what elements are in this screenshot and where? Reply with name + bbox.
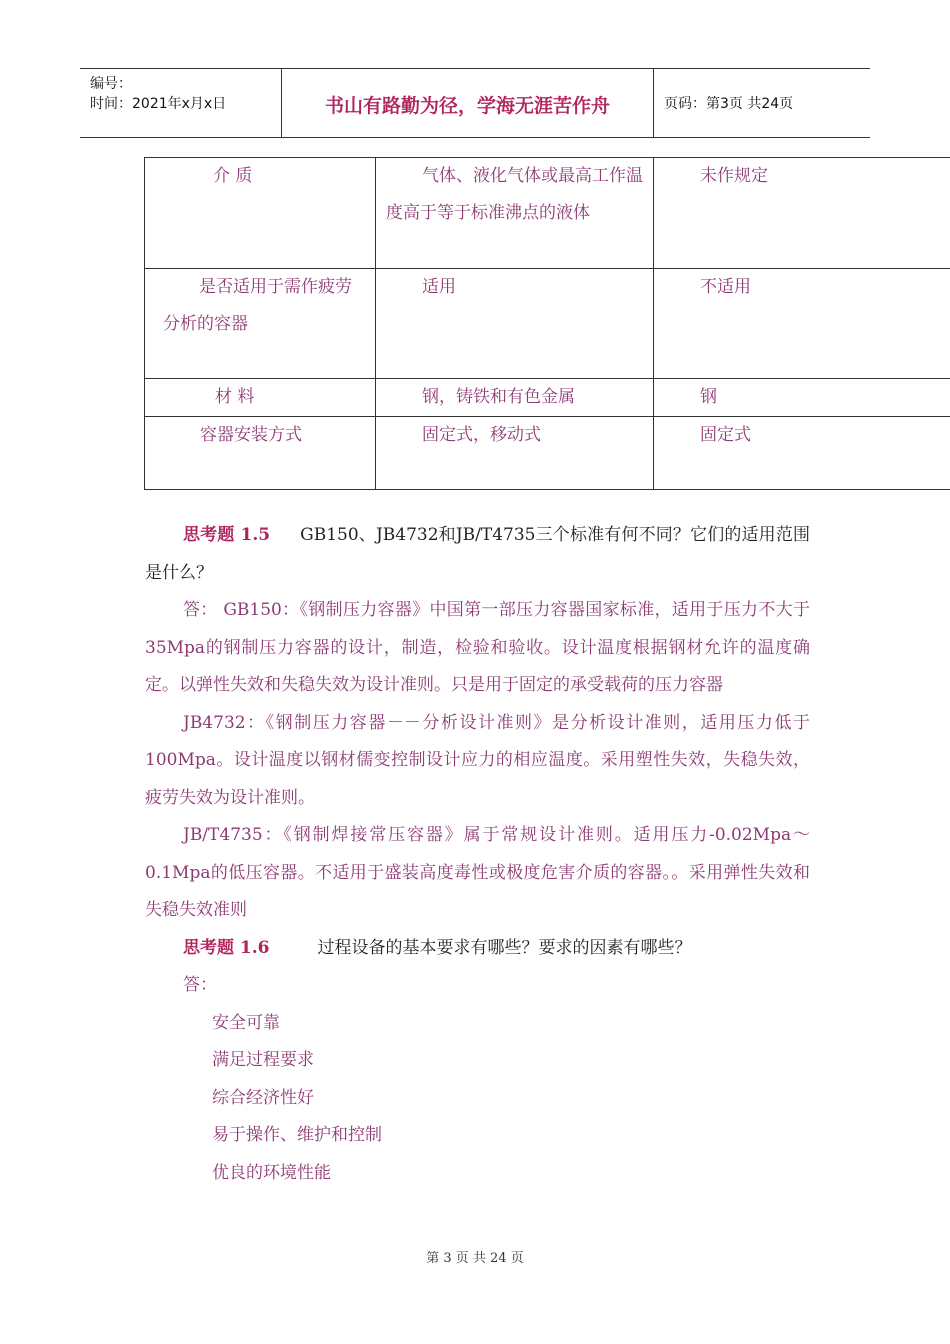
cell-text: 介 质 [213, 166, 253, 186]
table-cell [376, 269, 654, 379]
table-cell [376, 417, 654, 490]
document-body [145, 517, 810, 1192]
question-text: GB150、JB4732和JB/T4735三个标准有何不同？它们的适用范围是什么？ [145, 525, 810, 583]
answer-jbt4735: JB/T4735：《钢制焊接常压容器》属于常规设计准则。适用压力-0.02Mpa～0.1Mpa的低压容器。不适用于盛装高度毒性或极度危害介质的容器。。采用弹性失效和失稳失效准则 [145, 825, 810, 920]
cell-text: 容器安装方式 [200, 425, 302, 445]
page-info: 页码：第3页 共24页 [664, 96, 794, 112]
table-row [145, 158, 950, 269]
table-row [145, 269, 950, 379]
list-item: 优良的环境性能 [212, 1162, 331, 1183]
table-cell-label [145, 269, 376, 379]
answer-label: 答： [183, 975, 217, 995]
question-label: 思考题 1.5 [183, 525, 271, 545]
cell-text: 钢，铸铁和有色金属 [422, 387, 575, 407]
question-label: 思考题 1.6 [183, 937, 270, 958]
cell-text: 是否适用于需作疲劳分析的容器 [163, 277, 352, 334]
page-footer: 第 3 页 共 24 页 [426, 1251, 524, 1266]
list-item: 满足过程要求 [212, 1050, 314, 1070]
question-1-6 [145, 930, 810, 968]
cell-text: 固定式，移动式 [422, 425, 541, 445]
cell-text: 固定式 [700, 425, 751, 445]
header-motto-cell [282, 69, 654, 137]
motto: 书山有路勤为径，学海无涯苦作舟 [324, 95, 610, 117]
cell-text: 材 料 [215, 387, 255, 407]
cell-text: 钢 [700, 387, 717, 407]
table-cell-label [145, 379, 376, 417]
comparison-table [144, 157, 950, 490]
table-cell [654, 379, 950, 417]
table-cell [376, 379, 654, 417]
list-item: 易于操作、维护和控制 [212, 1125, 382, 1145]
table-cell [376, 158, 654, 269]
cell-text: 气体、液化气体或最高工作温度高于等于标准沸点的液体 [386, 166, 643, 223]
table-row [145, 379, 950, 417]
table-cell-label [145, 417, 376, 490]
number-label: 编号： [90, 76, 132, 92]
list-item: 综合经济性好 [212, 1087, 314, 1108]
table-cell [654, 158, 950, 269]
header-page-cell [654, 69, 870, 137]
table-cell [654, 269, 950, 379]
list-item: 安全可靠 [212, 1012, 280, 1033]
question-text: 过程设备的基本要求有哪些？要求的因素有哪些？ [317, 937, 692, 958]
table-cell [654, 417, 950, 490]
question-1-5 [145, 517, 810, 592]
cell-text: 不适用 [700, 277, 751, 297]
header-meta-cell [80, 69, 282, 137]
cell-text: 适用 [422, 277, 456, 297]
cell-text: 未作规定 [700, 166, 768, 186]
page-header [80, 68, 870, 138]
time-label: 时间：2021年x月x日 [90, 96, 227, 112]
table-cell-label [145, 158, 376, 269]
requirements-list [145, 1005, 810, 1193]
answer-gb150: 答： GB150：《钢制压力容器》中国第一部压力容器国家标准，适用于压力不大于35Mpa的钢制压力容器的设计，制造，检验和验收。设计温度根据钢材允许的温度确定。以弹性失效和失稳失效为设计准则。只是用于固定的承受载荷的压力容器 [145, 600, 810, 695]
answer-jb4732: JB4732：《钢制压力容器－－分析设计准则》是分析设计准则，适用压力低于100Mpa。设计温度以钢材儒变控制设计应力的相应温度。采用塑性失效，失稳失效，疲劳失效为设计准则。 [145, 712, 810, 808]
table-row [145, 417, 950, 490]
